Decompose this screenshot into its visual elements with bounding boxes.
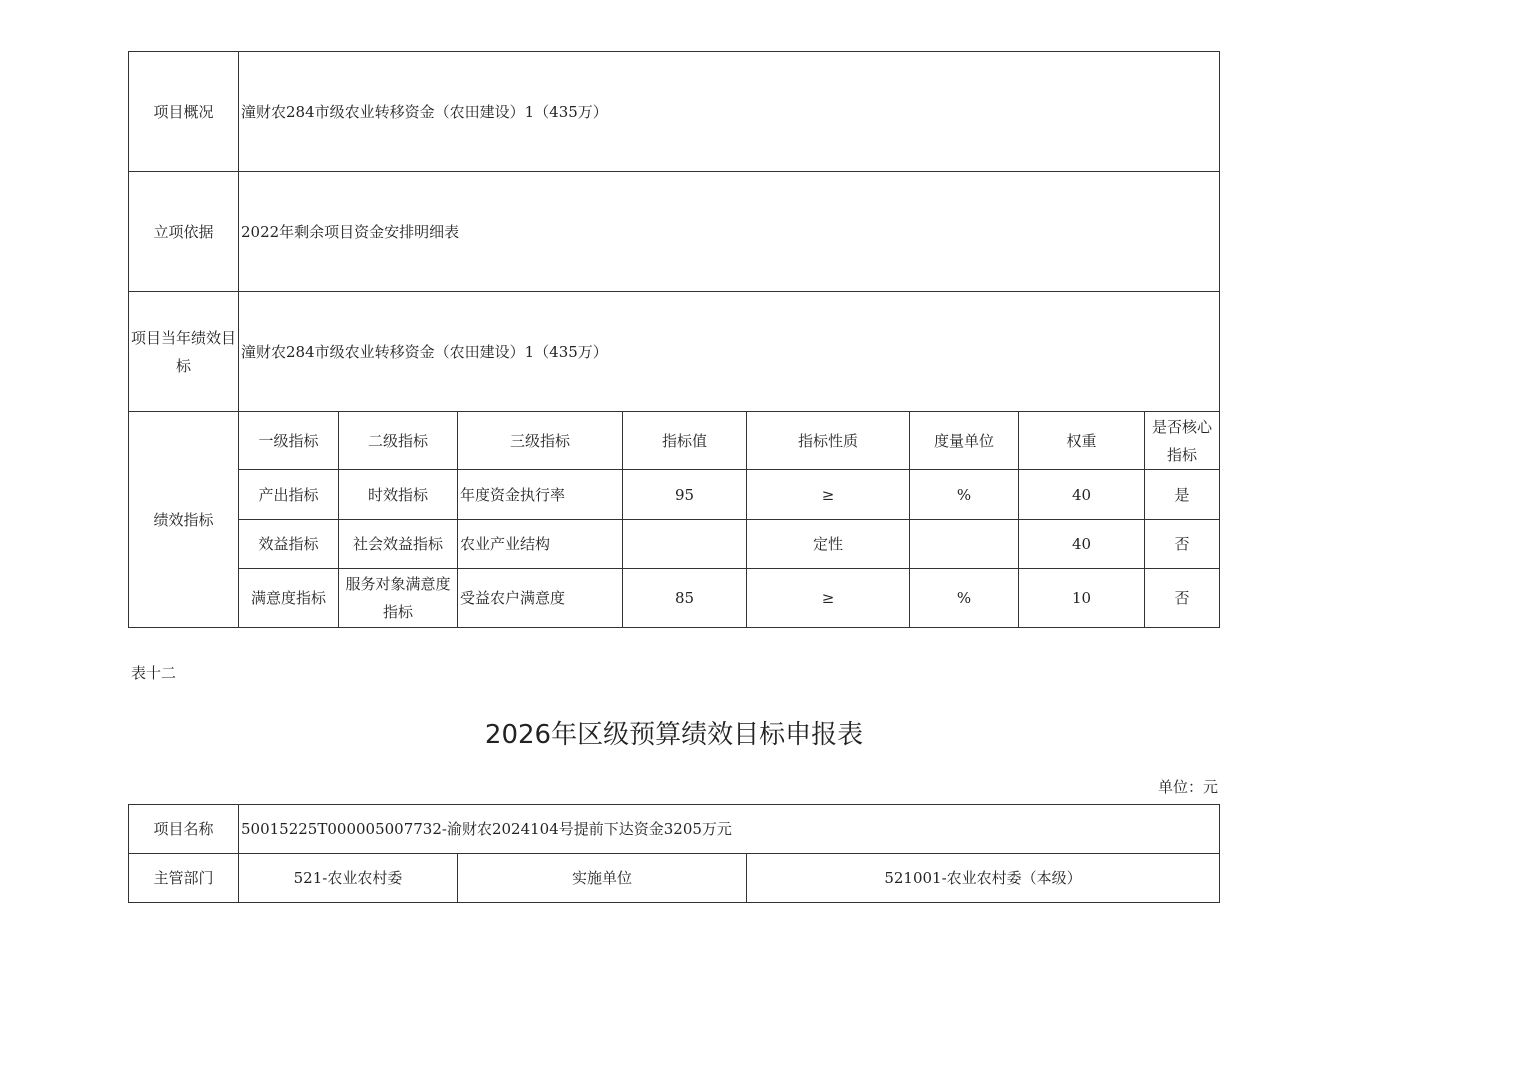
cell xyxy=(623,520,747,569)
department-value: 521-农业农村委 xyxy=(239,854,458,903)
cell: 年度资金执行率 xyxy=(458,470,623,520)
cell: 是 xyxy=(1145,470,1220,520)
overview-row xyxy=(129,52,1220,172)
cell: ≥ xyxy=(747,470,910,520)
cell: 95 xyxy=(623,470,747,520)
cell: 受益农户满意度 xyxy=(458,569,623,628)
header-cell: 是否核心指标 xyxy=(1145,412,1220,470)
header-row xyxy=(129,412,1220,470)
cell: 否 xyxy=(1145,520,1220,569)
basis-row xyxy=(129,172,1220,292)
cell: 时效指标 xyxy=(339,470,458,520)
goal-value: 潼财农284市级农业转移资金（农田建设）1（435万） xyxy=(239,292,1220,412)
project-name-row xyxy=(129,805,1220,854)
cell: 10 xyxy=(1019,569,1145,628)
implementing-unit-value: 521001-农业农村委（本级） xyxy=(747,854,1220,903)
perf-label: 绩效指标 xyxy=(129,412,239,628)
overview-label: 项目概况 xyxy=(129,52,239,172)
table-label: 表十二 xyxy=(131,664,177,682)
basis-label: 立项依据 xyxy=(129,172,239,292)
cell: 满意度指标 xyxy=(239,569,339,628)
cell: ≥ xyxy=(747,569,910,628)
project-info-table xyxy=(128,804,1220,903)
basis-value: 2022年剩余项目资金安排明细表 xyxy=(239,172,1220,292)
department-label: 主管部门 xyxy=(129,854,239,903)
header-cell: 度量单位 xyxy=(910,412,1019,470)
header-cell: 指标值 xyxy=(623,412,747,470)
cell: 效益指标 xyxy=(239,520,339,569)
implementing-unit-label: 实施单位 xyxy=(458,854,747,903)
cell: 农业产业结构 xyxy=(458,520,623,569)
cell: 否 xyxy=(1145,569,1220,628)
department-row xyxy=(129,854,1220,903)
project-name-value: 50015225T000005007732-渝财农2024104号提前下达资金3205万元 xyxy=(239,805,1220,854)
cell: 定性 xyxy=(747,520,910,569)
cell: 服务对象满意度指标 xyxy=(339,569,458,628)
header-cell: 权重 xyxy=(1019,412,1145,470)
cell: 产出指标 xyxy=(239,470,339,520)
table-row xyxy=(129,569,1220,628)
header-cell: 二级指标 xyxy=(339,412,458,470)
performance-table xyxy=(128,51,1220,628)
cell xyxy=(910,520,1019,569)
project-name-label: 项目名称 xyxy=(129,805,239,854)
goal-label: 项目当年绩效目标 xyxy=(129,292,239,412)
header-cell: 三级指标 xyxy=(458,412,623,470)
cell: 40 xyxy=(1019,470,1145,520)
table-row xyxy=(129,520,1220,569)
page-title: 2026年区级预算绩效目标申报表 xyxy=(484,720,864,750)
table-row xyxy=(129,470,1220,520)
cell: 85 xyxy=(623,569,747,628)
unit-label: 单位：元 xyxy=(1157,778,1218,796)
goal-row xyxy=(129,292,1220,412)
cell: 社会效益指标 xyxy=(339,520,458,569)
overview-value: 潼财农284市级农业转移资金（农田建设）1（435万） xyxy=(239,52,1220,172)
cell: 40 xyxy=(1019,520,1145,569)
header-cell: 一级指标 xyxy=(239,412,339,470)
cell: % xyxy=(910,470,1019,520)
header-cell: 指标性质 xyxy=(747,412,910,470)
cell: % xyxy=(910,569,1019,628)
